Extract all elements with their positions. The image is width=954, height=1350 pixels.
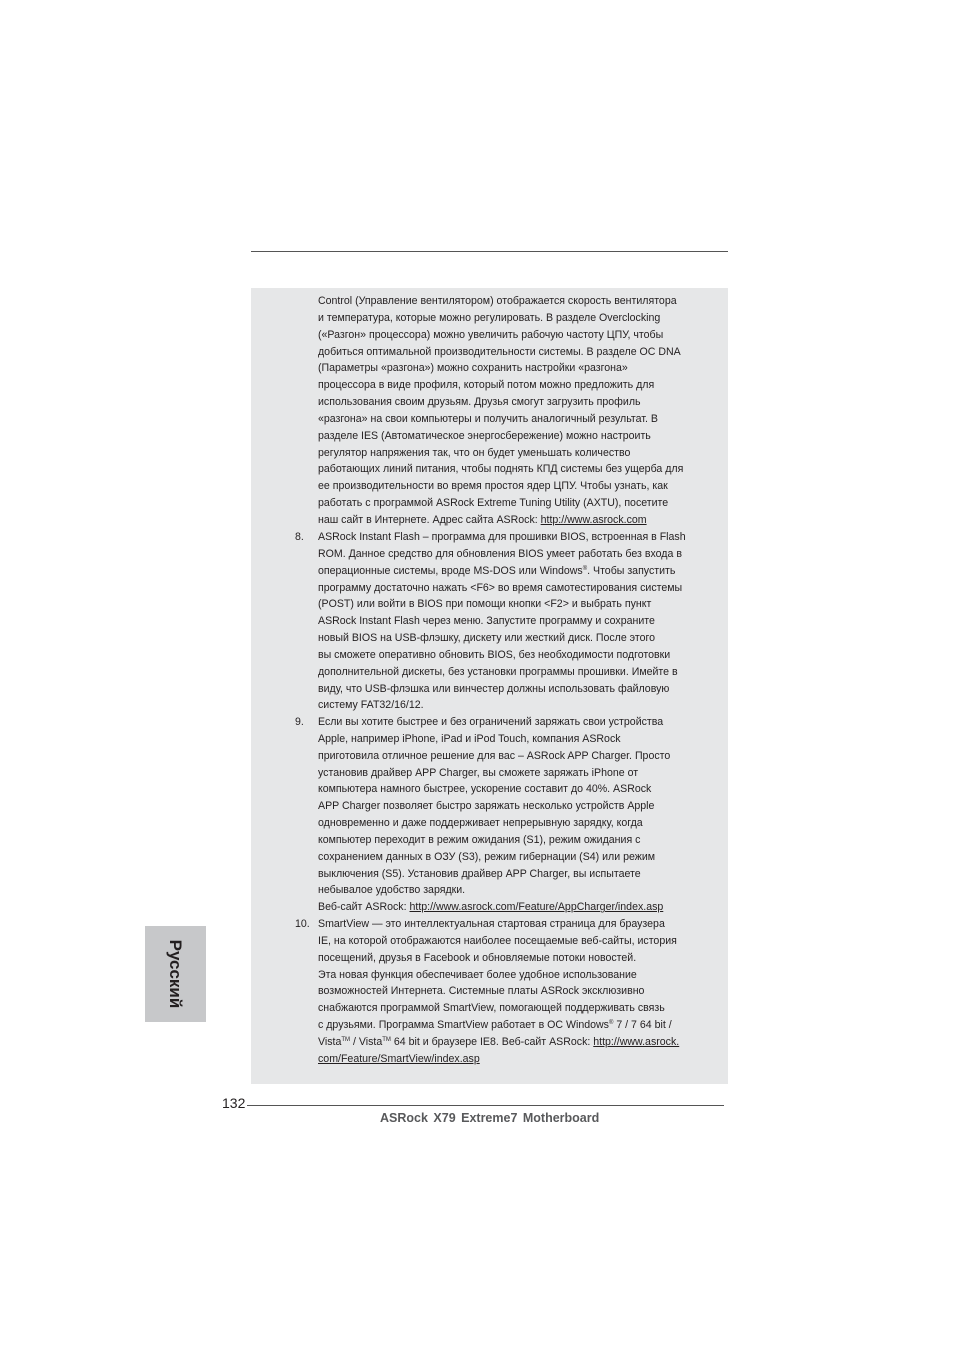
continuation-text: Control (Управление вентилятором) отображается скорость вентилятора и температура, которые можно регулировать. В разделе Overclocking («Разгон» процессора) можно увеличить рабочую частоту ЦПУ, чтобы добиться оптимальной производительности системы. В разделе OC DNA (Параметры «разгона») можно сохранить настройки «разгона» процессора в виде профиля, который потом можно предложить для использования своим друзьям. Друзья смогут загрузить профиль «разгона» на свои компьютеры и получить аналогичный результат. В разделе IES (Автоматическое энергосбережение) можно настроить регулятор напряжения так, что он будет уменьшать количество работающих линий питания, чтобы поднять КПД системы без ущерба для ее производительности во время простоя ядер ЦПУ. Чтобы узнать, как работать с программой ASRock Extreme Tuning Utility (AXTU), посетите наш сайт в Интернете. Адрес сайта ASRock:	[318, 295, 684, 526]
smartview-link[interactable]: http://www.asrock. com/Feature/SmartView/index.asp	[318, 1035, 680, 1065]
language-label: Русский	[166, 939, 185, 1009]
asrock-link[interactable]: http://www.asrock.com	[540, 513, 647, 526]
footer-title: ASRock X79 Extreme7 Motherboard	[380, 1111, 600, 1125]
item-10-text-b: 7 / 7 64 bit / Vista	[318, 1019, 672, 1048]
appcharger-link[interactable]: http://www.asrock.com/Feature/AppCharger/index.asp	[409, 901, 664, 914]
item-8-paragraph	[318, 529, 710, 714]
item-10-text-d: 64 bit и браузере IE8. Веб-сайт ASRock:	[390, 1035, 594, 1048]
item-10-paragraph	[318, 916, 710, 1068]
item-10-text-c: / Vista	[350, 1035, 383, 1048]
page-number: 132	[222, 1095, 246, 1111]
top-rule	[251, 251, 728, 252]
item-number-9: 9.	[295, 716, 304, 728]
continuation-paragraph	[318, 293, 710, 529]
item-9-paragraph	[318, 714, 710, 916]
trademark-mark: TM	[341, 1036, 351, 1043]
item-9-text: Если вы хотите быстрее и без ограничений заряжать свои устройства Apple, например iPhone, iPad и iPod Touch, компания ASRock приготовила отличное решение для вас – ASRock APP Charger. Просто установив драйвер APP Charger, вы сможете заряжать iPhone от компьютера намного быстрее, ускорение составит до 40%. ASRock APP Charger позволяет быстро заряжать несколько устройств Apple одновременно и даже поддерживает непрерывную зарядку, когда компьютер переходит в режим ожидания (S1), режим ожидания с сохранением данных в ОЗУ (S3), режим гибернации (S4) или режим выключения (S5). Установив драйвер APP Charger, вы испытаете небывалое удобство зарядки. Веб-сайт ASRock:	[318, 716, 671, 914]
item-10-text-a: SmartView — это интеллектуальная стартовая страница для браузера IE, на которой отображаются наиболее посещаемые веб-сайты, история посещений, друзья в Facebook и обновляемые потоки новостей. Эта новая функция обеспечивает более удобное использование возможностей Интернета. Системные платы ASRock эксклюзивно снабжаются программой SmartView, помогающей поддерживать связь с друзьями. Программа SmartView работает в ОС Windows	[318, 918, 677, 1032]
item-8-text-b: . Чтобы запустить программу достаточно нажать <F6> во время самотестирования системы (POST) или войти в BIOS при помощи кнопки <F2> и выбрать пункт ASRock Instant Flash через меню. Запустите программу и сохраните новый BIOS на USB-флэшку, дискету или жесткий диск. После этого вы сможете оперативно обновить BIOS, без необходимости подготовки дополнительной дискеты, без установки программы прошивки. Имейте в виду, что USB-флэшка или винчестер должны использовать файловую систему FAT32/16/12.	[318, 564, 683, 712]
registered-mark: ®	[608, 1020, 614, 1027]
item-number-10: 10.	[295, 918, 310, 930]
trademark-mark: TM	[382, 1036, 391, 1043]
item-number-8: 8.	[295, 531, 304, 543]
bottom-rule	[247, 1105, 724, 1106]
registered-mark: ®	[582, 565, 588, 572]
item-8-text-a: ASRock Instant Flash – программа для прошивки BIOS, встроенная в Flash ROM. Данное средство для обновления BIOS умеет работать без входа в операционные системы, вроде MS-DOS или Windows	[318, 531, 686, 577]
